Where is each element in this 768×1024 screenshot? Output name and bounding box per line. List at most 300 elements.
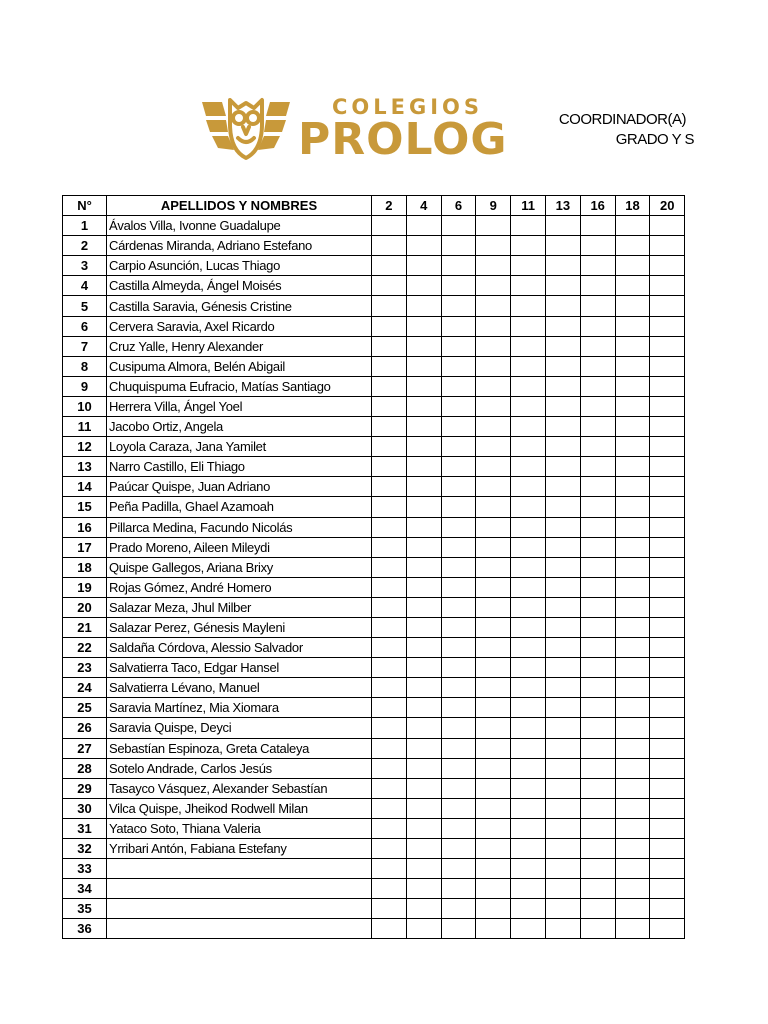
grade-cell[interactable] [650,356,685,376]
grade-cell[interactable] [441,899,476,919]
grade-cell[interactable] [511,919,546,939]
grade-cell[interactable] [615,718,650,738]
grade-cell[interactable] [372,879,407,899]
grade-cell[interactable] [372,417,407,437]
grade-cell[interactable] [372,296,407,316]
grade-cell[interactable] [511,738,546,758]
grade-cell[interactable] [615,798,650,818]
grade-cell[interactable] [511,236,546,256]
grade-cell[interactable] [545,256,580,276]
grade-cell[interactable] [580,236,615,256]
grade-cell[interactable] [615,818,650,838]
grade-cell[interactable] [406,919,441,939]
grade-cell[interactable] [545,236,580,256]
grade-cell[interactable] [615,899,650,919]
grade-cell[interactable] [511,577,546,597]
grade-cell[interactable] [615,296,650,316]
grade-cell[interactable] [476,658,511,678]
grade-cell[interactable] [580,698,615,718]
grade-cell[interactable] [545,718,580,738]
grade-cell[interactable] [441,839,476,859]
grade-cell[interactable] [476,638,511,658]
grade-cell[interactable] [650,537,685,557]
grade-cell[interactable] [615,698,650,718]
grade-cell[interactable] [650,336,685,356]
grade-cell[interactable] [580,256,615,276]
grade-cell[interactable] [372,356,407,376]
grade-cell[interactable] [545,778,580,798]
grade-cell[interactable] [615,216,650,236]
grade-cell[interactable] [650,678,685,698]
grade-cell[interactable] [511,678,546,698]
grade-cell[interactable] [545,798,580,818]
grade-cell[interactable] [476,758,511,778]
grade-cell[interactable] [650,256,685,276]
grade-cell[interactable] [476,437,511,457]
grade-cell[interactable] [650,738,685,758]
grade-cell[interactable] [545,638,580,658]
grade-cell[interactable] [441,577,476,597]
grade-cell[interactable] [372,537,407,557]
grade-cell[interactable] [650,296,685,316]
grade-cell[interactable] [406,356,441,376]
grade-cell[interactable] [441,778,476,798]
grade-cell[interactable] [545,839,580,859]
grade-cell[interactable] [441,537,476,557]
grade-cell[interactable] [372,497,407,517]
grade-cell[interactable] [372,597,407,617]
grade-cell[interactable] [372,457,407,477]
grade-cell[interactable] [545,437,580,457]
grade-cell[interactable] [511,256,546,276]
grade-cell[interactable] [650,597,685,617]
grade-cell[interactable] [650,839,685,859]
grade-cell[interactable] [406,457,441,477]
grade-cell[interactable] [406,758,441,778]
grade-cell[interactable] [372,477,407,497]
grade-cell[interactable] [650,658,685,678]
grade-cell[interactable] [545,376,580,396]
grade-cell[interactable] [476,376,511,396]
grade-cell[interactable] [476,919,511,939]
grade-cell[interactable] [580,658,615,678]
grade-cell[interactable] [650,859,685,879]
grade-cell[interactable] [511,457,546,477]
grade-cell[interactable] [476,698,511,718]
grade-cell[interactable] [441,617,476,637]
grade-cell[interactable] [511,617,546,637]
grade-cell[interactable] [372,698,407,718]
grade-cell[interactable] [615,638,650,658]
grade-cell[interactable] [650,778,685,798]
grade-cell[interactable] [372,376,407,396]
grade-cell[interactable] [372,216,407,236]
grade-cell[interactable] [511,396,546,416]
grade-cell[interactable] [615,336,650,356]
grade-cell[interactable] [580,738,615,758]
grade-cell[interactable] [406,236,441,256]
grade-cell[interactable] [476,316,511,336]
grade-cell[interactable] [650,216,685,236]
grade-cell[interactable] [615,597,650,617]
grade-cell[interactable] [441,457,476,477]
grade-cell[interactable] [545,698,580,718]
grade-cell[interactable] [476,818,511,838]
grade-cell[interactable] [650,758,685,778]
grade-cell[interactable] [580,296,615,316]
grade-cell[interactable] [580,818,615,838]
grade-cell[interactable] [545,356,580,376]
grade-cell[interactable] [580,597,615,617]
grade-cell[interactable] [476,216,511,236]
grade-cell[interactable] [406,617,441,637]
grade-cell[interactable] [441,497,476,517]
grade-cell[interactable] [615,839,650,859]
grade-cell[interactable] [441,698,476,718]
grade-cell[interactable] [406,577,441,597]
grade-cell[interactable] [580,899,615,919]
grade-cell[interactable] [476,477,511,497]
grade-cell[interactable] [580,316,615,336]
grade-cell[interactable] [476,718,511,738]
grade-cell[interactable] [650,276,685,296]
grade-cell[interactable] [476,296,511,316]
grade-cell[interactable] [372,658,407,678]
grade-cell[interactable] [476,798,511,818]
grade-cell[interactable] [545,216,580,236]
grade-cell[interactable] [650,879,685,899]
grade-cell[interactable] [511,477,546,497]
grade-cell[interactable] [406,678,441,698]
grade-cell[interactable] [476,517,511,537]
grade-cell[interactable] [441,798,476,818]
grade-cell[interactable] [580,839,615,859]
grade-cell[interactable] [615,437,650,457]
grade-cell[interactable] [545,316,580,336]
grade-cell[interactable] [476,276,511,296]
grade-cell[interactable] [545,859,580,879]
grade-cell[interactable] [511,879,546,899]
grade-cell[interactable] [615,617,650,637]
grade-cell[interactable] [615,738,650,758]
grade-cell[interactable] [476,738,511,758]
grade-cell[interactable] [372,276,407,296]
grade-cell[interactable] [441,336,476,356]
grade-cell[interactable] [476,678,511,698]
grade-cell[interactable] [511,356,546,376]
grade-cell[interactable] [372,577,407,597]
grade-cell[interactable] [580,919,615,939]
grade-cell[interactable] [372,818,407,838]
grade-cell[interactable] [511,376,546,396]
grade-cell[interactable] [545,597,580,617]
grade-cell[interactable] [441,376,476,396]
grade-cell[interactable] [511,497,546,517]
grade-cell[interactable] [406,437,441,457]
grade-cell[interactable] [372,316,407,336]
grade-cell[interactable] [580,859,615,879]
grade-cell[interactable] [615,236,650,256]
grade-cell[interactable] [615,457,650,477]
grade-cell[interactable] [441,356,476,376]
grade-cell[interactable] [580,356,615,376]
grade-cell[interactable] [511,216,546,236]
grade-cell[interactable] [441,256,476,276]
grade-cell[interactable] [476,236,511,256]
grade-cell[interactable] [545,818,580,838]
grade-cell[interactable] [545,396,580,416]
grade-cell[interactable] [580,557,615,577]
grade-cell[interactable] [441,417,476,437]
grade-cell[interactable] [545,537,580,557]
grade-cell[interactable] [406,798,441,818]
grade-cell[interactable] [406,216,441,236]
grade-cell[interactable] [650,557,685,577]
grade-cell[interactable] [441,517,476,537]
grade-cell[interactable] [476,859,511,879]
grade-cell[interactable] [441,396,476,416]
grade-cell[interactable] [406,336,441,356]
grade-cell[interactable] [511,698,546,718]
grade-cell[interactable] [511,859,546,879]
grade-cell[interactable] [650,718,685,738]
grade-cell[interactable] [580,276,615,296]
grade-cell[interactable] [511,798,546,818]
grade-cell[interactable] [476,396,511,416]
grade-cell[interactable] [372,256,407,276]
grade-cell[interactable] [545,577,580,597]
grade-cell[interactable] [372,557,407,577]
grade-cell[interactable] [511,658,546,678]
grade-cell[interactable] [511,758,546,778]
grade-cell[interactable] [476,879,511,899]
grade-cell[interactable] [580,376,615,396]
grade-cell[interactable] [511,597,546,617]
grade-cell[interactable] [650,638,685,658]
grade-cell[interactable] [650,497,685,517]
grade-cell[interactable] [580,798,615,818]
grade-cell[interactable] [372,758,407,778]
grade-cell[interactable] [511,557,546,577]
grade-cell[interactable] [545,497,580,517]
grade-cell[interactable] [650,376,685,396]
grade-cell[interactable] [650,617,685,637]
grade-cell[interactable] [441,818,476,838]
grade-cell[interactable] [615,276,650,296]
grade-cell[interactable] [511,537,546,557]
grade-cell[interactable] [511,899,546,919]
grade-cell[interactable] [406,899,441,919]
grade-cell[interactable] [441,597,476,617]
grade-cell[interactable] [372,778,407,798]
grade-cell[interactable] [511,276,546,296]
grade-cell[interactable] [441,758,476,778]
grade-cell[interactable] [580,879,615,899]
grade-cell[interactable] [476,597,511,617]
grade-cell[interactable] [476,457,511,477]
grade-cell[interactable] [372,798,407,818]
grade-cell[interactable] [545,678,580,698]
grade-cell[interactable] [406,698,441,718]
grade-cell[interactable] [511,818,546,838]
grade-cell[interactable] [406,839,441,859]
grade-cell[interactable] [476,778,511,798]
grade-cell[interactable] [615,879,650,899]
grade-cell[interactable] [476,497,511,517]
grade-cell[interactable] [476,417,511,437]
grade-cell[interactable] [406,658,441,678]
grade-cell[interactable] [372,617,407,637]
grade-cell[interactable] [406,316,441,336]
grade-cell[interactable] [650,899,685,919]
grade-cell[interactable] [511,437,546,457]
grade-cell[interactable] [545,919,580,939]
grade-cell[interactable] [372,236,407,256]
grade-cell[interactable] [580,517,615,537]
grade-cell[interactable] [511,778,546,798]
grade-cell[interactable] [615,497,650,517]
grade-cell[interactable] [650,818,685,838]
grade-cell[interactable] [650,457,685,477]
grade-cell[interactable] [406,497,441,517]
grade-cell[interactable] [545,758,580,778]
grade-cell[interactable] [441,437,476,457]
grade-cell[interactable] [441,477,476,497]
grade-cell[interactable] [476,577,511,597]
grade-cell[interactable] [406,738,441,758]
grade-cell[interactable] [441,216,476,236]
grade-cell[interactable] [650,417,685,437]
grade-cell[interactable] [650,919,685,939]
grade-cell[interactable] [580,537,615,557]
grade-cell[interactable] [545,557,580,577]
grade-cell[interactable] [476,839,511,859]
grade-cell[interactable] [441,296,476,316]
grade-cell[interactable] [476,557,511,577]
grade-cell[interactable] [615,417,650,437]
grade-cell[interactable] [545,336,580,356]
grade-cell[interactable] [406,376,441,396]
grade-cell[interactable] [372,437,407,457]
grade-cell[interactable] [406,718,441,738]
grade-cell[interactable] [406,778,441,798]
grade-cell[interactable] [476,617,511,637]
grade-cell[interactable] [372,919,407,939]
grade-cell[interactable] [615,859,650,879]
grade-cell[interactable] [372,718,407,738]
grade-cell[interactable] [650,477,685,497]
grade-cell[interactable] [476,899,511,919]
grade-cell[interactable] [545,276,580,296]
grade-cell[interactable] [406,818,441,838]
grade-cell[interactable] [545,658,580,678]
grade-cell[interactable] [650,316,685,336]
grade-cell[interactable] [615,758,650,778]
grade-cell[interactable] [545,417,580,437]
grade-cell[interactable] [406,396,441,416]
grade-cell[interactable] [441,738,476,758]
grade-cell[interactable] [406,859,441,879]
grade-cell[interactable] [545,899,580,919]
grade-cell[interactable] [406,477,441,497]
grade-cell[interactable] [406,597,441,617]
grade-cell[interactable] [615,376,650,396]
grade-cell[interactable] [476,256,511,276]
grade-cell[interactable] [580,216,615,236]
grade-cell[interactable] [650,236,685,256]
grade-cell[interactable] [511,718,546,738]
grade-cell[interactable] [650,437,685,457]
grade-cell[interactable] [580,497,615,517]
grade-cell[interactable] [372,738,407,758]
grade-cell[interactable] [580,758,615,778]
grade-cell[interactable] [615,778,650,798]
grade-cell[interactable] [406,276,441,296]
grade-cell[interactable] [476,537,511,557]
grade-cell[interactable] [406,557,441,577]
grade-cell[interactable] [372,839,407,859]
grade-cell[interactable] [372,899,407,919]
grade-cell[interactable] [511,417,546,437]
grade-cell[interactable] [545,738,580,758]
grade-cell[interactable] [441,718,476,738]
grade-cell[interactable] [615,658,650,678]
grade-cell[interactable] [650,798,685,818]
grade-cell[interactable] [615,919,650,939]
grade-cell[interactable] [372,396,407,416]
grade-cell[interactable] [580,678,615,698]
grade-cell[interactable] [615,537,650,557]
grade-cell[interactable] [372,678,407,698]
grade-cell[interactable] [406,517,441,537]
grade-cell[interactable] [580,437,615,457]
grade-cell[interactable] [580,336,615,356]
grade-cell[interactable] [615,678,650,698]
grade-cell[interactable] [406,638,441,658]
grade-cell[interactable] [545,477,580,497]
grade-cell[interactable] [441,879,476,899]
grade-cell[interactable] [580,457,615,477]
grade-cell[interactable] [441,678,476,698]
grade-cell[interactable] [580,577,615,597]
grade-cell[interactable] [441,557,476,577]
grade-cell[interactable] [615,316,650,336]
grade-cell[interactable] [615,577,650,597]
grade-cell[interactable] [406,256,441,276]
grade-cell[interactable] [441,859,476,879]
grade-cell[interactable] [511,638,546,658]
grade-cell[interactable] [615,477,650,497]
grade-cell[interactable] [441,638,476,658]
grade-cell[interactable] [615,256,650,276]
grade-cell[interactable] [511,316,546,336]
grade-cell[interactable] [511,296,546,316]
grade-cell[interactable] [580,417,615,437]
grade-cell[interactable] [580,638,615,658]
grade-cell[interactable] [511,336,546,356]
grade-cell[interactable] [580,396,615,416]
grade-cell[interactable] [580,718,615,738]
grade-cell[interactable] [441,236,476,256]
grade-cell[interactable] [406,417,441,437]
grade-cell[interactable] [441,658,476,678]
grade-cell[interactable] [441,316,476,336]
grade-cell[interactable] [441,919,476,939]
grade-cell[interactable] [476,356,511,376]
grade-cell[interactable] [650,517,685,537]
grade-cell[interactable] [441,276,476,296]
grade-cell[interactable] [545,517,580,537]
